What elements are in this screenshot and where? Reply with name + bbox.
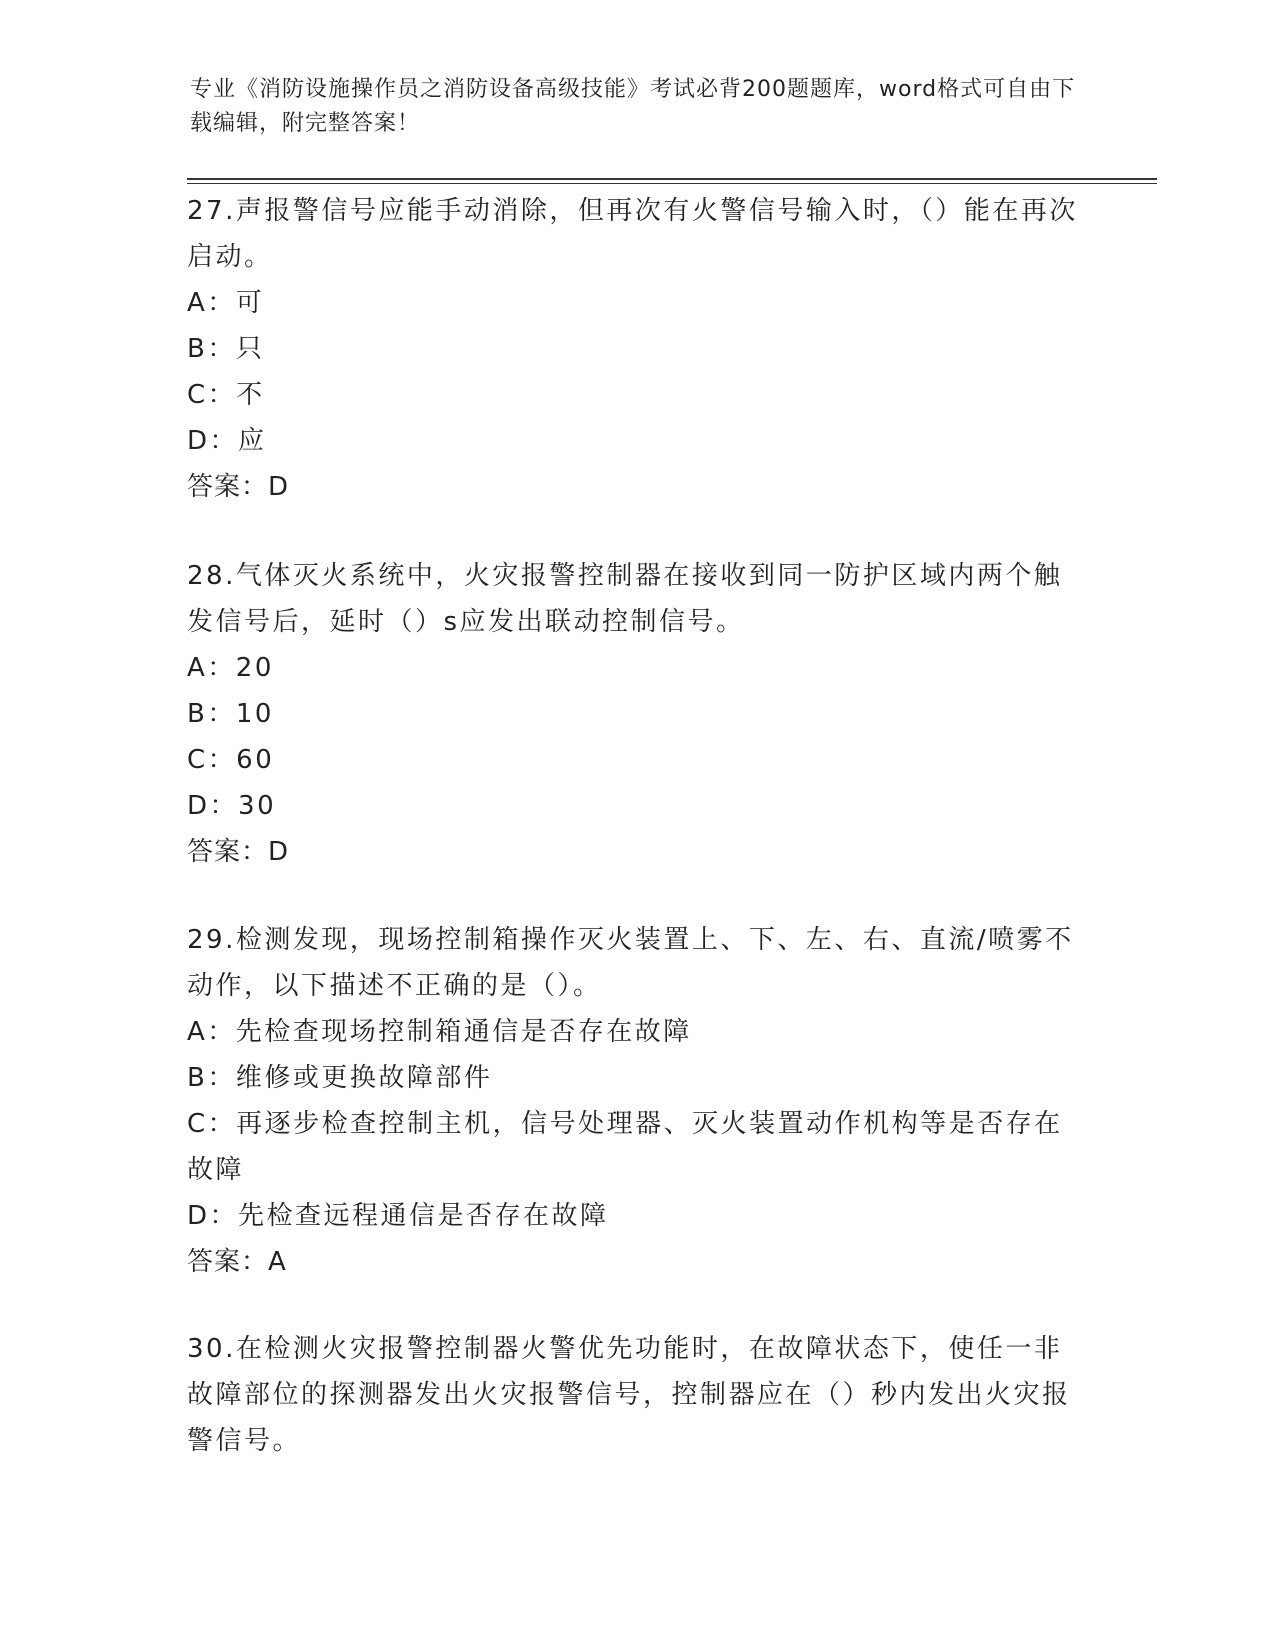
option-d: D：先检查远程通信是否存在故障 <box>187 1201 609 1231</box>
option-c: C：再逐步检查控制主机，信号处理器、灭火装置动作机构等是否存在故障 <box>187 1109 1063 1185</box>
option-b: B：10 <box>187 699 274 729</box>
answer-line: 答案：D <box>187 472 290 502</box>
option-c: C：不 <box>187 380 265 410</box>
answer-line: 答案：A <box>187 1247 287 1277</box>
question-stem: 28.气体灭火系统中，火灾报警控制器在接收到同一防护区域内两个触发信号后，延时（）s应发出联动控制信号。 <box>187 561 1063 637</box>
answer-line: 答案：D <box>187 837 290 867</box>
document-header: 专业《消防设施操作员之消防设备高级技能》考试必背200题题库，word格式可自由下载编辑，附完整答案！ <box>190 77 1076 136</box>
option-d: D：30 <box>187 791 277 821</box>
header-divider-thick <box>187 178 1157 180</box>
option-b: B：只 <box>187 334 265 364</box>
question-30 <box>187 1326 1087 1464</box>
question-27 <box>187 188 1087 510</box>
question-28 <box>187 553 1087 875</box>
question-stem: 29.检测发现，现场控制箱操作灭火装置上、下、左、右、直流/喷雾不动作，以下描述不正确的是（）。 <box>187 925 1074 1001</box>
header-divider-thin <box>187 183 1157 184</box>
question-stem: 27.声报警信号应能手动消除，但再次有火警信号输入时，（）能在再次启动。 <box>187 196 1078 272</box>
option-b: B：维修或更换故障部件 <box>187 1063 493 1093</box>
option-a: A：可 <box>187 288 265 318</box>
option-c: C：60 <box>187 745 275 775</box>
option-a: A：先检查现场控制箱通信是否存在故障 <box>187 1017 692 1047</box>
option-a: A：20 <box>187 653 274 683</box>
option-d: D：应 <box>187 426 267 456</box>
question-stem: 30.在检测火灾报警控制器火警优先功能时，在故障状态下，使任一非故障部位的探测器发出火灾报警信号，控制器应在（）秒内发出火灾报警信号。 <box>187 1334 1071 1456</box>
question-29 <box>187 917 1087 1285</box>
